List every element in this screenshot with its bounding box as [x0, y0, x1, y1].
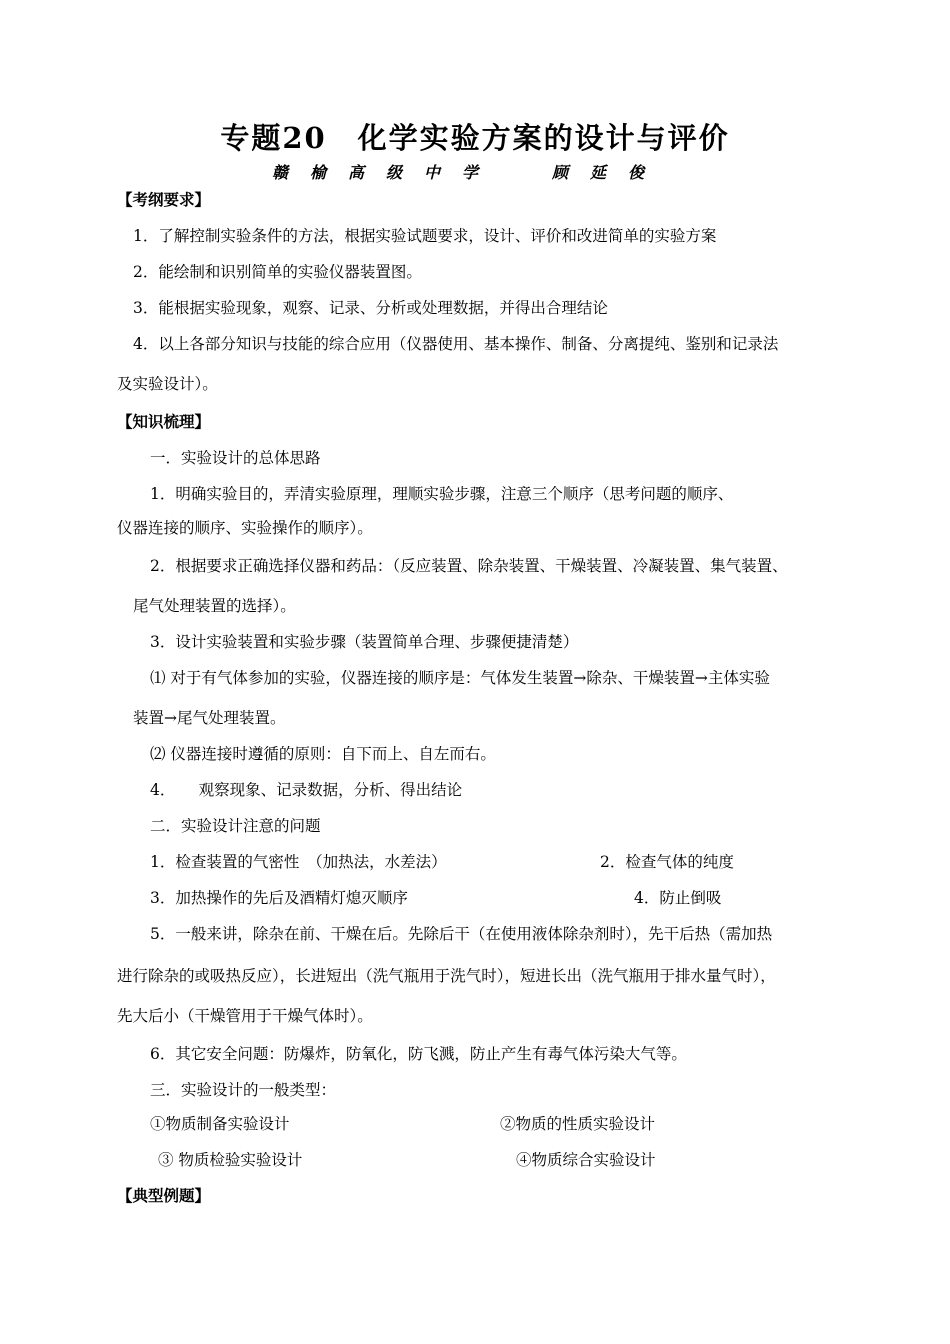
part2-item: 2．检查气体的纯度 [600, 853, 734, 871]
part1-line: ⑵ 仪器连接时遵循的原则：自下而上、自左而右。 [150, 745, 496, 763]
author-school: 赣榆高级中学 [272, 163, 501, 182]
part2-line: 6．其它安全问题：防爆炸，防氧化，防飞溅，防止产生有毒气体污染大气等。 [150, 1045, 687, 1063]
part2-item: 3．加热操作的先后及酒精灯熄灭顺序 [150, 889, 408, 907]
part2-item: 1．检查装置的气密性 （加热法，水差法） [150, 853, 447, 871]
part3-type: ③ 物质检验实验设计 [158, 1151, 303, 1169]
part1-line: 仪器连接的顺序、实验操作的顺序）。 [117, 519, 373, 537]
part1-line: ⑴ 对于有气体参加的实验，仪器连接的顺序是：气体发生装置→除杂、干燥装置→主体实验 [150, 669, 770, 687]
part3-type: ①物质制备实验设计 [150, 1115, 290, 1133]
author-line [272, 162, 666, 184]
section-heading-knowledge: 【知识梳理】 [117, 412, 211, 431]
outline-item: 1．了解控制实验条件的方法，根据实验试题要求，设计、评价和改进简单的实验方案 [133, 227, 717, 245]
part2-line: 先大后小（干燥管用于干燥气体时）。 [117, 1007, 373, 1025]
page-title: 专题20 化学实验方案的设计与评价 [220, 121, 730, 155]
part1-heading: 一．实验设计的总体思路 [150, 449, 321, 467]
part1-line: 2．根据要求正确选择仪器和药品：（反应装置、除杂装置、干燥装置、冷凝装置、集气装置、 [150, 557, 788, 575]
part2-heading: 二．实验设计注意的问题 [150, 817, 321, 835]
part1-line: 1．明确实验目的，弄清实验原理，理顺实验步骤，注意三个顺序（思考问题的顺序、 [150, 485, 734, 503]
outline-item: 及实验设计）。 [117, 375, 218, 393]
part1-line: 尾气处理装置的选择）。 [133, 597, 296, 615]
part1-line: 3．设计实验装置和实验步骤（装置简单合理、步骤便捷清楚） [150, 633, 579, 651]
outline-item: 2．能绘制和识别简单的实验仪器装置图。 [133, 263, 422, 281]
part3-heading: 三．实验设计的一般类型： [150, 1081, 337, 1099]
part2-line: 5．一般来讲，除杂在前、干燥在后。先除后干（在使用液体除杂剂时），先干后热（需加热 [150, 925, 773, 943]
section-heading-examples: 【典型例题】 [117, 1186, 211, 1205]
part3-type: ④物质综合实验设计 [516, 1151, 656, 1169]
part2-line: 进行除杂的或吸热反应），长进短出（洗气瓶用于洗气时），短进长出（洗气瓶用于排水量气时）， [117, 967, 776, 985]
section-heading-outline: 【考纲要求】 [117, 190, 211, 209]
outline-item: 3．能根据实验现象，观察、记录、分析或处理数据，并得出合理结论 [133, 299, 608, 317]
part1-line: 装置→尾气处理装置。 [133, 709, 286, 727]
outline-item: 4．以上各部分知识与技能的综合应用（仪器使用、基本操作、制备、分离提纯、鉴别和记录法 [133, 335, 779, 353]
part3-type: ②物质的性质实验设计 [500, 1115, 656, 1133]
part2-item: 4．防止倒吸 [634, 889, 722, 907]
part1-line: 4． 观察现象、记录数据，分析、得出结论 [150, 781, 463, 799]
author-name: 顾延俊 [552, 163, 667, 182]
